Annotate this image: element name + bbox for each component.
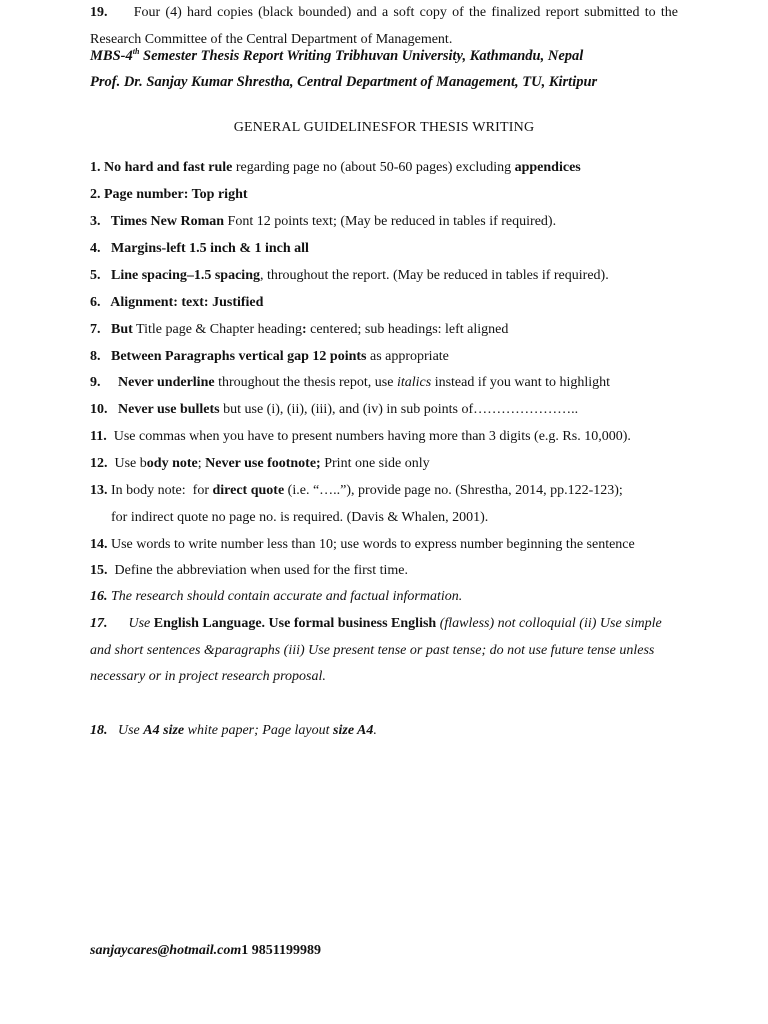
item-number: 17. bbox=[90, 616, 108, 631]
guideline-item bbox=[90, 182, 690, 209]
guideline-item bbox=[90, 155, 690, 182]
footer-phone: 1 9851199989 bbox=[241, 943, 321, 958]
item-text: Never use footnote; bbox=[205, 456, 321, 471]
item-number: 9. bbox=[90, 375, 101, 390]
item-number: 1. bbox=[90, 160, 101, 175]
item-text: italics bbox=[396, 375, 432, 390]
guideline-item bbox=[90, 451, 690, 478]
item-text: Alignment: text: Justified bbox=[100, 295, 264, 310]
item-text: as appropriate bbox=[366, 349, 449, 364]
item-text: Use b bbox=[107, 456, 147, 471]
item-text: Use words to write number less than 10; use words to express number beginning the sentence bbox=[107, 537, 635, 552]
item-text: Four (4) hard copies (black bounded) and a soft copy of the finalized report submitted to the Research Committee of the Central Department of Management. bbox=[90, 5, 682, 47]
item-text: Print one side only bbox=[320, 456, 430, 471]
item-text: Never underline bbox=[100, 375, 215, 390]
guideline-item bbox=[90, 317, 690, 344]
item-number: 16. bbox=[90, 589, 108, 604]
guideline-item bbox=[90, 397, 690, 424]
guideline-item bbox=[90, 424, 690, 451]
item-number: 5. bbox=[90, 268, 101, 283]
item-text: , throughout the report. (May be reduced in tables if required). bbox=[259, 268, 609, 283]
item-text: centered; sub headings: left aligned bbox=[306, 322, 509, 337]
item-text: ody note bbox=[146, 456, 198, 471]
item-text: ; bbox=[197, 456, 206, 471]
item-number: 10. bbox=[90, 402, 108, 417]
item-number: 15. bbox=[90, 563, 108, 578]
item-text: Use commas when you have to present numbers having more than 3 digits (e.g. Rs. 10,000). bbox=[106, 429, 631, 444]
item-number: 13. bbox=[90, 483, 108, 498]
item-text: Never use bullets bbox=[107, 402, 220, 417]
item-text: Between Paragraphs vertical gap 12 points bbox=[100, 349, 367, 364]
item-text: for indirect quote no page no. is required. (Davis & Whalen, 2001). bbox=[90, 510, 489, 525]
item-number: 11. bbox=[90, 429, 107, 444]
item-text: Use bbox=[107, 723, 144, 738]
guideline-item bbox=[90, 584, 690, 611]
item-text: (flawless) not colloquial (ii) Use simple and short sentences &paragraphs (iii) Use present tense or past tense; do not use future tense unless necessary or in project research proposal. bbox=[90, 616, 666, 684]
item-text: In body note: for bbox=[107, 483, 213, 498]
item-text: A4 size bbox=[143, 723, 185, 738]
item-text: : bbox=[301, 322, 307, 337]
header-course: Semester Thesis Report Writing Tribhuvan University, Kathmandu, Nepal bbox=[139, 47, 584, 64]
item-number: 4. bbox=[90, 241, 101, 256]
item-text: Title page & Chapter heading bbox=[132, 322, 302, 337]
item-text: Margins-left 1.5 inch & 1 inch all bbox=[100, 241, 309, 256]
guideline-item bbox=[90, 532, 690, 559]
item-text: Times New Roman bbox=[100, 214, 225, 229]
item-number: 19. bbox=[90, 5, 108, 20]
guideline-item bbox=[90, 558, 690, 585]
item-number: 14. bbox=[90, 537, 108, 552]
item-text: instead if you want to highlight bbox=[431, 375, 611, 390]
guideline-item bbox=[90, 209, 690, 236]
item-number: 12. bbox=[90, 456, 108, 471]
header-line-2: Prof. Dr. Sanjay Kumar Shrestha, Central Department of Management, TU, Kirtipur bbox=[90, 74, 598, 90]
item-text: The research should contain accurate and factual information. bbox=[107, 589, 463, 604]
guideline-item bbox=[90, 0, 682, 53]
item-text: No hard and fast rule bbox=[100, 160, 233, 175]
guideline-item bbox=[90, 505, 690, 532]
guideline-item bbox=[90, 236, 690, 263]
item-number: 6. bbox=[90, 295, 101, 310]
item-number: 2. bbox=[90, 187, 101, 202]
item-text: direct quote bbox=[212, 483, 285, 498]
guideline-item bbox=[90, 478, 690, 505]
item-text: but use (i), (ii), (iii), and (iv) in sub points of………………….. bbox=[219, 402, 579, 417]
item-text: Line spacing–1.5 spacing bbox=[100, 268, 260, 283]
item-text: Use bbox=[107, 616, 154, 631]
header-program: MBS-4 bbox=[90, 47, 133, 64]
guideline-item bbox=[90, 370, 690, 397]
item-number: 7. bbox=[90, 322, 101, 337]
item-number: 3. bbox=[90, 214, 101, 229]
item-text: appendices bbox=[514, 160, 581, 175]
item-text: throughout the thesis repot, use bbox=[214, 375, 397, 390]
item-text: regarding page no (about 50-60 pages) excluding bbox=[232, 160, 515, 175]
item-text: But bbox=[100, 322, 133, 337]
footer-contact bbox=[90, 943, 321, 959]
guideline-item bbox=[90, 263, 690, 290]
item-text: . bbox=[373, 723, 377, 738]
header-sup: th bbox=[132, 47, 140, 56]
item-text: English Language. Use formal business English bbox=[153, 616, 437, 631]
item-text: Font 12 points text; (May be reduced in tables if required). bbox=[224, 214, 557, 229]
guideline-item bbox=[90, 290, 690, 317]
item-number: 8. bbox=[90, 349, 101, 364]
item-text: white paper; Page layout bbox=[184, 723, 334, 738]
item-number: 18. bbox=[90, 723, 108, 738]
item-text: (i.e. “…..”), provide page no. (Shrestha, 2014, pp.122-123); bbox=[284, 483, 623, 498]
document-title: GENERAL GUIDELINESFOR THESIS WRITING bbox=[233, 120, 535, 135]
item-text: Page number: Top right bbox=[100, 187, 248, 202]
guideline-item bbox=[90, 611, 678, 691]
item-text: size A4 bbox=[333, 723, 374, 738]
footer-email: sanjaycares@hotmail.com bbox=[90, 943, 242, 958]
guideline-item bbox=[90, 718, 690, 745]
guideline-item bbox=[90, 344, 690, 371]
item-text: Define the abbreviation when used for the first time. bbox=[107, 563, 409, 578]
